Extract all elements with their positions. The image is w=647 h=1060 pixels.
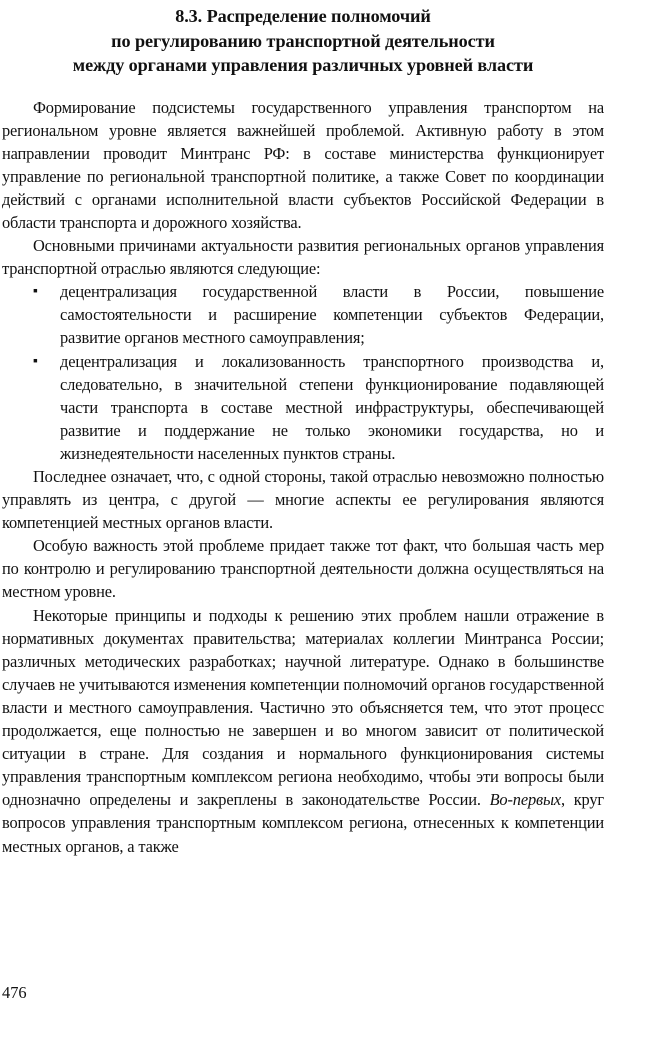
section-body: [2, 96, 604, 858]
heading-line-2: по регулированию транспортной деятельности: [111, 30, 495, 51]
book-page: [2, 4, 604, 858]
paragraph-2: Основными причинами актуальности развития региональных органов управления транспортной отраслью являются следующие:: [2, 236, 604, 279]
paragraph-3: Последнее означает, что, с одной стороны, такой отраслью невозможно полностью управлять из центра, с другой — многие аспекты ее регулирования являются компетенцией местных органов власти.: [2, 467, 604, 533]
paragraph-5-end: , круг вопросов управления транспортным комплексом региона, отнесенных к компетенции местных органов, а также: [2, 790, 604, 856]
list-item: [2, 280, 604, 349]
bullet-square-icon: ▪: [33, 284, 38, 300]
reasons-list: [2, 280, 604, 465]
list-item: [2, 350, 604, 465]
heading-line-3: между органами управления различных уровней власти: [72, 55, 534, 75]
paragraph-5: [2, 604, 604, 858]
paragraph-1: Формирование подсистемы государственного управления транспортом на региональном уровне является важнейшей проблемой. Активную работу в этом направлении проводит Минтранс РФ: в составе министерства функционирует управление по региональной транспортной политике, а также Совет по координации действий с органами исполнительной власти субъектов Российской Федерации в области транспорта и дорожного хозяйства.: [2, 97, 604, 232]
paragraph-4: Особую важность этой проблеме придает также тот факт, что большая часть мер по контролю и регулированию транспортной деятельности должна осуществляться на местном уровне.: [2, 536, 604, 602]
list-item-text: децентрализация и локализованность транспортного производства и, следовательно, в значительной степени функционирование подавляющей части транспорта в составе местной инфраструктуры, обеспечивающей развитие и поддержание не только экономики государства, но и жизнедеятельности населенных пунктов страны.: [60, 351, 604, 463]
list-item-text: децентрализация государственной власти в России, повышение самостоятельности и расширение компетенции субъектов Федерации, развитие органов местного самоуправления;: [60, 282, 604, 348]
paragraph-5-start: Некоторые принципы и подходы к решению этих проблем нашли отражение в нормативных документах правительства; материалах коллегии Минтранса России; различных методических разработках; научной литературе. Однако в большинстве случаев не учитываются изменения компетенции полномочий органов государственной власти и местного самоуправления. Частично это объясняется тем, что этот процесс продолжается, еще полностью не завершен и во многом зависит от политической ситуации в стране. Для создания и нормального функционирования системы управления транспортным комплексом региона необходимо, чтобы эти вопросы были однозначно определены и закреплены в законодательстве России.: [2, 605, 604, 810]
section-heading: [2, 4, 604, 78]
paragraph-5-emphasis: Во-первых: [489, 790, 562, 810]
heading-line-1: 8.3. Распределение полномочий: [175, 6, 431, 26]
bullet-square-icon: ▪: [33, 353, 38, 369]
page-number: 476: [2, 983, 27, 1002]
